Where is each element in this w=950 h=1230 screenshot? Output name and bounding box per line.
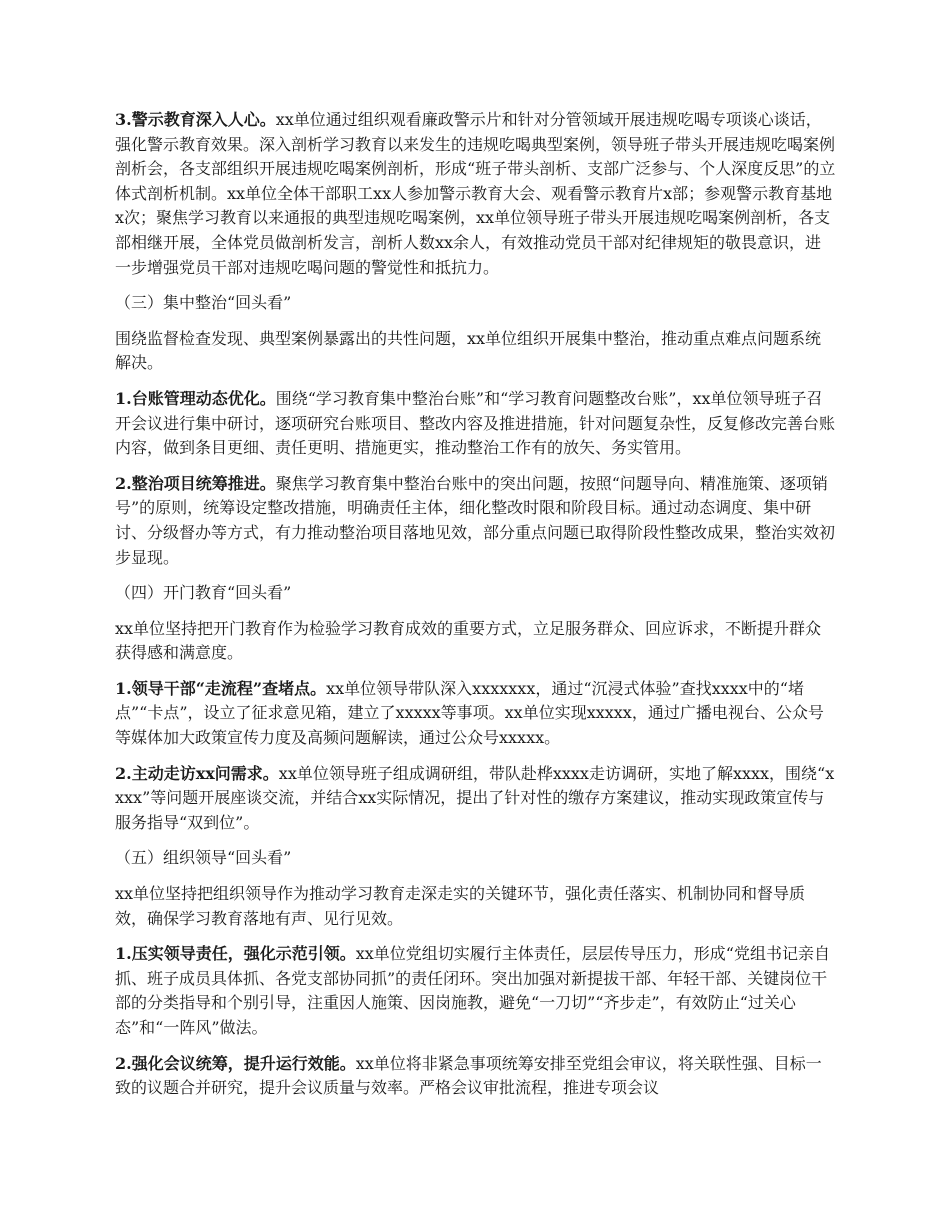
paragraph-item-1-process bbox=[115, 677, 837, 751]
paragraph-item-1-leadership bbox=[115, 942, 837, 1040]
item-title: 1.台账管理动态优化。 bbox=[115, 388, 276, 408]
item-title: 2.主动走访xx问需求。 bbox=[115, 763, 279, 783]
paragraph-item-2-rectification bbox=[115, 472, 837, 570]
paragraph-intro-5: xx单位坚持把组织领导作为推动学习教育走深走实的关键环节，强化责任落实、机制协同和督导质效，确保学习教育落地有声、见行见效。 bbox=[115, 884, 806, 928]
item-body: 聚焦学习教育集中整治台账中的突出问题，按照“问题导向、精准施策、逐项销号”的原则，统筹设定整改措施，明确责任主体，细化整改时限和阶段目标。通过动态调度、集中研讨、分级督办等方式，有力推动整治项目落地见效，部分重点问题已取得阶段性整改成果，整治实效初步显现。 bbox=[115, 473, 836, 567]
item-title: 1.领导干部“走流程”查堵点。 bbox=[115, 678, 327, 698]
paragraph-item-2-visit bbox=[115, 762, 837, 836]
item-body: 围绕“学习教育集中整治台账”和“学习教育问题整改台账”，xx单位领导班子召开会议进行集中研讨，逐项研究台账项目、整改内容及推进措施，针对问题复杂性，反复修改完善台账内容，做到条目更细、责任更明、措施更实，推动整治工作有的放矢、务实管用。 bbox=[115, 388, 836, 458]
item-title: 3.警示教育深入人心。 bbox=[115, 110, 276, 129]
item-body: xx单位领导班子组成调研组，带队赴桦xxxx走访调研，实地了解xxxx，围绕“xxxx”等问题开展座谈交流，并结合xx实际情况，提出了针对性的缴存方案建议，推动实现政策宣传与服务指导“双到位”。 bbox=[115, 763, 835, 832]
document-page bbox=[115, 108, 837, 1112]
paragraph-item-2-meetings bbox=[115, 1052, 837, 1101]
section-heading-4: （四）开门教育“回头看” bbox=[115, 583, 292, 603]
item-body: xx单位通过组织观看廉政警示片和针对分管领域开展违规吃喝专项谈心谈话，强化警示教育效果。深入剖析学习教育以来发生的违规吃喝典型案例，领导班子带头开展违规吃喝案例剖析会，各支部组织开展违规吃喝案例剖析，形成“班子带头剖析、支部广泛参与、个人深度反思”的立体式剖析机制。xx单位全体干部职工xx人参加警示教育大会、观看警示教育片x部；参观警示教育基地x次；聚焦学习教育以来通报的典型违规吃喝案例，xx单位领导班子带头开展违规吃喝案例剖析，各支部相继开展，全体党员做剖析发言，剖析人数xx余人，有效推动党员干部对纪律规矩的敬畏意识，进一步增强党员干部对违规吃喝问题的警觉性和抵抗力。 bbox=[115, 110, 836, 277]
paragraph-item-3-warning-education bbox=[115, 108, 837, 280]
paragraph-item-1-ledger bbox=[115, 387, 837, 461]
paragraph-intro-4: xx单位坚持把开门教育作为检验学习教育成效的重要方式，立足服务群众、回应诉求，不断提升群众获得感和满意度。 bbox=[115, 618, 822, 663]
item-body: xx单位党组切实履行主体责任，层层传导压力，形成“党组书记亲自抓、班子成员具体抓、各党支部协同抓”的责任闭环。突出加强对新提拔干部、年轻干部、关键岗位干部的分类指导和个别引导，注重因人施策、因岗施教，避免“一刀切”“齐步走”，有效防止“过关心态”和“一阵风”做法。 bbox=[115, 944, 830, 1037]
item-body: xx单位领导带队深入xxxxxxx，通过“沉浸式体验”查找xxxx中的“堵点”“卡点”，设立了征求意见箱，建立了xxxxx等事项。xx单位实现xxxxx，通过广播电视台、公众号等媒体加大政策宣传力度及高频问题解读，通过公众号xxxxx。 bbox=[115, 678, 824, 748]
item-title: 2.整治项目统筹推进。 bbox=[115, 473, 276, 493]
paragraph-intro-3: 围绕监督检查发现、典型案例暴露出的共性问题，xx单位组织开展集中整治，推动重点难点问题系统解决。 bbox=[115, 328, 822, 373]
item-title: 1.压实领导责任，强化示范引领。 bbox=[115, 944, 356, 964]
section-heading-5: （五）组织领导“回头看” bbox=[115, 848, 292, 868]
item-title: 2.强化会议统筹，提升运行效能。 bbox=[115, 1053, 356, 1073]
item-body: xx单位将非紧急事项统筹安排至党组会审议，将关联性强、目标一致的议题合并研究，提升会议质量与效率。严格会议审批流程，推进专项会议 bbox=[115, 1053, 822, 1098]
section-heading-3: （三）集中整治“回头看” bbox=[115, 293, 292, 313]
